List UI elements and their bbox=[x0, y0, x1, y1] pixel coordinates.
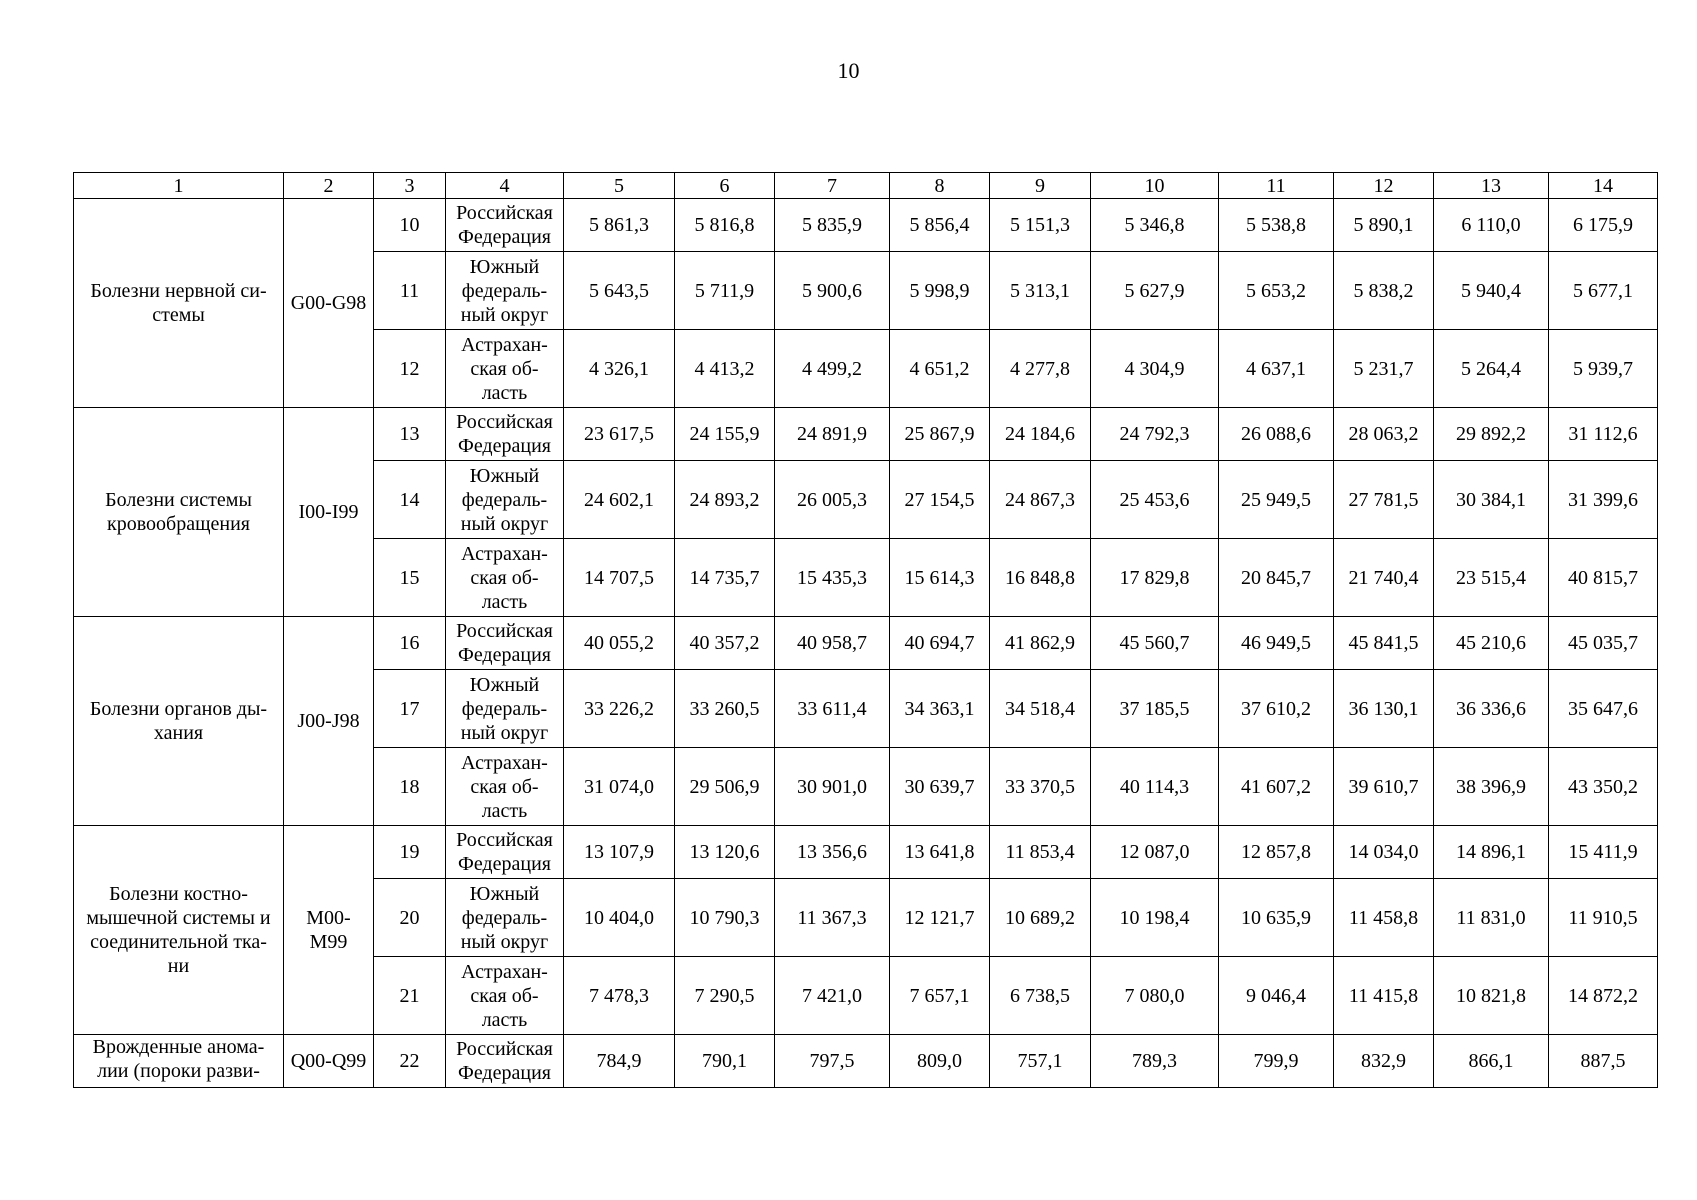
value-cell: 5 900,6 bbox=[775, 252, 890, 330]
value-cell: 25 453,6 bbox=[1091, 461, 1219, 539]
column-number-cell: 3 bbox=[374, 173, 446, 199]
value-cell: 33 611,4 bbox=[775, 670, 890, 748]
value-cell: 14 707,5 bbox=[564, 539, 675, 617]
value-cell: 9 046,4 bbox=[1219, 957, 1334, 1035]
row-number-cell: 15 bbox=[374, 539, 446, 617]
value-cell: 5 940,4 bbox=[1434, 252, 1549, 330]
value-cell: 6 110,0 bbox=[1434, 199, 1549, 252]
table-body bbox=[74, 173, 1658, 1088]
value-cell: 24 891,9 bbox=[775, 408, 890, 461]
value-cell: 13 120,6 bbox=[675, 826, 775, 879]
value-cell: 4 651,2 bbox=[890, 330, 990, 408]
value-cell: 40 694,7 bbox=[890, 617, 990, 670]
value-cell: 37 610,2 bbox=[1219, 670, 1334, 748]
value-cell: 43 350,2 bbox=[1549, 748, 1658, 826]
column-number-cell: 2 bbox=[284, 173, 374, 199]
value-cell: 40 815,7 bbox=[1549, 539, 1658, 617]
value-cell: 5 627,9 bbox=[1091, 252, 1219, 330]
value-cell: 11 831,0 bbox=[1434, 879, 1549, 957]
region-cell: Южный федераль- ный округ bbox=[446, 461, 564, 539]
value-cell: 31 074,0 bbox=[564, 748, 675, 826]
value-cell: 45 841,5 bbox=[1334, 617, 1434, 670]
value-cell: 757,1 bbox=[990, 1035, 1091, 1088]
value-cell: 5 856,4 bbox=[890, 199, 990, 252]
disease-class-cell: Болезни системы кровообращения bbox=[74, 408, 284, 617]
row-number-cell: 19 bbox=[374, 826, 446, 879]
value-cell: 6 175,9 bbox=[1549, 199, 1658, 252]
column-number-cell: 11 bbox=[1219, 173, 1334, 199]
disease-class-cell: Болезни органов ды- хания bbox=[74, 617, 284, 826]
value-cell: 14 735,7 bbox=[675, 539, 775, 617]
value-cell: 14 034,0 bbox=[1334, 826, 1434, 879]
value-cell: 14 872,2 bbox=[1549, 957, 1658, 1035]
value-cell: 36 336,6 bbox=[1434, 670, 1549, 748]
value-cell: 34 363,1 bbox=[890, 670, 990, 748]
disease-class-cell: Врожденные анома- лии (пороки разви- bbox=[74, 1035, 284, 1088]
value-cell: 797,5 bbox=[775, 1035, 890, 1088]
value-cell: 4 304,9 bbox=[1091, 330, 1219, 408]
value-cell: 38 396,9 bbox=[1434, 748, 1549, 826]
row-number-cell: 16 bbox=[374, 617, 446, 670]
region-cell: Российская Федерация bbox=[446, 408, 564, 461]
value-cell: 24 602,1 bbox=[564, 461, 675, 539]
value-cell: 7 657,1 bbox=[890, 957, 990, 1035]
region-cell: Южный федераль- ный округ bbox=[446, 879, 564, 957]
region-cell: Астрахан- ская об- ласть bbox=[446, 330, 564, 408]
value-cell: 15 411,9 bbox=[1549, 826, 1658, 879]
value-cell: 4 277,8 bbox=[990, 330, 1091, 408]
column-number-cell: 7 bbox=[775, 173, 890, 199]
value-cell: 7 080,0 bbox=[1091, 957, 1219, 1035]
value-cell: 24 867,3 bbox=[990, 461, 1091, 539]
table-row bbox=[74, 199, 1658, 252]
value-cell: 11 853,4 bbox=[990, 826, 1091, 879]
value-cell: 23 515,4 bbox=[1434, 539, 1549, 617]
row-number-cell: 17 bbox=[374, 670, 446, 748]
value-cell: 31 112,6 bbox=[1549, 408, 1658, 461]
value-cell: 35 647,6 bbox=[1549, 670, 1658, 748]
value-cell: 832,9 bbox=[1334, 1035, 1434, 1088]
value-cell: 7 290,5 bbox=[675, 957, 775, 1035]
table-row bbox=[74, 1035, 1658, 1088]
value-cell: 41 862,9 bbox=[990, 617, 1091, 670]
value-cell: 25 867,9 bbox=[890, 408, 990, 461]
value-cell: 5 998,9 bbox=[890, 252, 990, 330]
value-cell: 27 781,5 bbox=[1334, 461, 1434, 539]
icd-code-cell: M00- M99 bbox=[284, 826, 374, 1035]
column-number-cell: 9 bbox=[990, 173, 1091, 199]
value-cell: 24 792,3 bbox=[1091, 408, 1219, 461]
icd-code-cell: G00-G98 bbox=[284, 199, 374, 408]
value-cell: 5 313,1 bbox=[990, 252, 1091, 330]
value-cell: 21 740,4 bbox=[1334, 539, 1434, 617]
value-cell: 11 415,8 bbox=[1334, 957, 1434, 1035]
value-cell: 15 435,3 bbox=[775, 539, 890, 617]
icd-code-cell: Q00-Q99 bbox=[284, 1035, 374, 1088]
value-cell: 27 154,5 bbox=[890, 461, 990, 539]
value-cell: 33 226,2 bbox=[564, 670, 675, 748]
value-cell: 5 711,9 bbox=[675, 252, 775, 330]
value-cell: 26 088,6 bbox=[1219, 408, 1334, 461]
value-cell: 31 399,6 bbox=[1549, 461, 1658, 539]
value-cell: 4 326,1 bbox=[564, 330, 675, 408]
column-number-cell: 4 bbox=[446, 173, 564, 199]
row-number-cell: 10 bbox=[374, 199, 446, 252]
column-number-cell: 12 bbox=[1334, 173, 1434, 199]
value-cell: 5 231,7 bbox=[1334, 330, 1434, 408]
value-cell: 10 404,0 bbox=[564, 879, 675, 957]
value-cell: 29 506,9 bbox=[675, 748, 775, 826]
value-cell: 16 848,8 bbox=[990, 539, 1091, 617]
value-cell: 5 653,2 bbox=[1219, 252, 1334, 330]
value-cell: 33 260,5 bbox=[675, 670, 775, 748]
value-cell: 809,0 bbox=[890, 1035, 990, 1088]
value-cell: 5 264,4 bbox=[1434, 330, 1549, 408]
row-number-cell: 13 bbox=[374, 408, 446, 461]
value-cell: 5 838,2 bbox=[1334, 252, 1434, 330]
value-cell: 5 538,8 bbox=[1219, 199, 1334, 252]
column-number-cell: 14 bbox=[1549, 173, 1658, 199]
value-cell: 46 949,5 bbox=[1219, 617, 1334, 670]
value-cell: 30 384,1 bbox=[1434, 461, 1549, 539]
value-cell: 41 607,2 bbox=[1219, 748, 1334, 826]
value-cell: 7 478,3 bbox=[564, 957, 675, 1035]
value-cell: 12 857,8 bbox=[1219, 826, 1334, 879]
value-cell: 5 835,9 bbox=[775, 199, 890, 252]
value-cell: 10 198,4 bbox=[1091, 879, 1219, 957]
region-cell: Российская Федерация bbox=[446, 199, 564, 252]
region-cell: Российская Федерация bbox=[446, 617, 564, 670]
value-cell: 25 949,5 bbox=[1219, 461, 1334, 539]
page-number: 10 bbox=[837, 58, 860, 83]
row-number-cell: 20 bbox=[374, 879, 446, 957]
value-cell: 7 421,0 bbox=[775, 957, 890, 1035]
value-cell: 11 910,5 bbox=[1549, 879, 1658, 957]
value-cell: 10 635,9 bbox=[1219, 879, 1334, 957]
icd-code-cell: J00-J98 bbox=[284, 617, 374, 826]
value-cell: 45 035,7 bbox=[1549, 617, 1658, 670]
region-cell: Российская Федерация bbox=[446, 1035, 564, 1088]
value-cell: 784,9 bbox=[564, 1035, 675, 1088]
row-number-cell: 11 bbox=[374, 252, 446, 330]
value-cell: 789,3 bbox=[1091, 1035, 1219, 1088]
region-cell: Южный федераль- ный округ bbox=[446, 252, 564, 330]
value-cell: 5 151,3 bbox=[990, 199, 1091, 252]
value-cell: 30 901,0 bbox=[775, 748, 890, 826]
value-cell: 10 790,3 bbox=[675, 879, 775, 957]
region-cell: Российская Федерация bbox=[446, 826, 564, 879]
table-row bbox=[74, 826, 1658, 879]
table-row bbox=[74, 617, 1658, 670]
column-number-cell: 1 bbox=[74, 173, 284, 199]
value-cell: 13 641,8 bbox=[890, 826, 990, 879]
value-cell: 45 560,7 bbox=[1091, 617, 1219, 670]
table-row bbox=[74, 408, 1658, 461]
value-cell: 13 107,9 bbox=[564, 826, 675, 879]
region-cell: Астрахан- ская об- ласть bbox=[446, 748, 564, 826]
value-cell: 30 639,7 bbox=[890, 748, 990, 826]
value-cell: 37 185,5 bbox=[1091, 670, 1219, 748]
statistics-table bbox=[73, 172, 1658, 1088]
value-cell: 6 738,5 bbox=[990, 957, 1091, 1035]
value-cell: 40 958,7 bbox=[775, 617, 890, 670]
value-cell: 15 614,3 bbox=[890, 539, 990, 617]
value-cell: 4 413,2 bbox=[675, 330, 775, 408]
value-cell: 40 055,2 bbox=[564, 617, 675, 670]
value-cell: 11 458,8 bbox=[1334, 879, 1434, 957]
value-cell: 28 063,2 bbox=[1334, 408, 1434, 461]
disease-class-cell: Болезни костно- мышечной системы и соединительной тка- ни bbox=[74, 826, 284, 1035]
value-cell: 34 518,4 bbox=[990, 670, 1091, 748]
column-number-cell: 13 bbox=[1434, 173, 1549, 199]
value-cell: 17 829,8 bbox=[1091, 539, 1219, 617]
row-number-cell: 14 bbox=[374, 461, 446, 539]
value-cell: 40 357,2 bbox=[675, 617, 775, 670]
value-cell: 5 816,8 bbox=[675, 199, 775, 252]
value-cell: 4 637,1 bbox=[1219, 330, 1334, 408]
value-cell: 23 617,5 bbox=[564, 408, 675, 461]
column-number-cell: 5 bbox=[564, 173, 675, 199]
value-cell: 10 821,8 bbox=[1434, 957, 1549, 1035]
row-number-cell: 22 bbox=[374, 1035, 446, 1088]
value-cell: 24 893,2 bbox=[675, 461, 775, 539]
region-cell: Южный федераль- ный округ bbox=[446, 670, 564, 748]
value-cell: 29 892,2 bbox=[1434, 408, 1549, 461]
value-cell: 45 210,6 bbox=[1434, 617, 1549, 670]
value-cell: 33 370,5 bbox=[990, 748, 1091, 826]
value-cell: 20 845,7 bbox=[1219, 539, 1334, 617]
value-cell: 4 499,2 bbox=[775, 330, 890, 408]
column-number-cell: 8 bbox=[890, 173, 990, 199]
value-cell: 26 005,3 bbox=[775, 461, 890, 539]
value-cell: 866,1 bbox=[1434, 1035, 1549, 1088]
value-cell: 5 939,7 bbox=[1549, 330, 1658, 408]
value-cell: 24 155,9 bbox=[675, 408, 775, 461]
row-number-cell: 18 bbox=[374, 748, 446, 826]
value-cell: 12 121,7 bbox=[890, 879, 990, 957]
column-number-cell: 10 bbox=[1091, 173, 1219, 199]
value-cell: 40 114,3 bbox=[1091, 748, 1219, 826]
value-cell: 24 184,6 bbox=[990, 408, 1091, 461]
disease-class-cell: Болезни нервной си- стемы bbox=[74, 199, 284, 408]
value-cell: 5 346,8 bbox=[1091, 199, 1219, 252]
row-number-cell: 21 bbox=[374, 957, 446, 1035]
value-cell: 36 130,1 bbox=[1334, 670, 1434, 748]
icd-code-cell: I00-I99 bbox=[284, 408, 374, 617]
value-cell: 5 890,1 bbox=[1334, 199, 1434, 252]
value-cell: 5 677,1 bbox=[1549, 252, 1658, 330]
value-cell: 14 896,1 bbox=[1434, 826, 1549, 879]
column-number-cell: 6 bbox=[675, 173, 775, 199]
value-cell: 39 610,7 bbox=[1334, 748, 1434, 826]
region-cell: Астрахан- ская об- ласть bbox=[446, 957, 564, 1035]
value-cell: 11 367,3 bbox=[775, 879, 890, 957]
row-number-cell: 12 bbox=[374, 330, 446, 408]
column-number-row bbox=[74, 173, 1658, 199]
value-cell: 5 861,3 bbox=[564, 199, 675, 252]
value-cell: 799,9 bbox=[1219, 1035, 1334, 1088]
value-cell: 12 087,0 bbox=[1091, 826, 1219, 879]
region-cell: Астрахан- ская об- ласть bbox=[446, 539, 564, 617]
value-cell: 13 356,6 bbox=[775, 826, 890, 879]
value-cell: 5 643,5 bbox=[564, 252, 675, 330]
value-cell: 10 689,2 bbox=[990, 879, 1091, 957]
value-cell: 790,1 bbox=[675, 1035, 775, 1088]
value-cell: 887,5 bbox=[1549, 1035, 1658, 1088]
